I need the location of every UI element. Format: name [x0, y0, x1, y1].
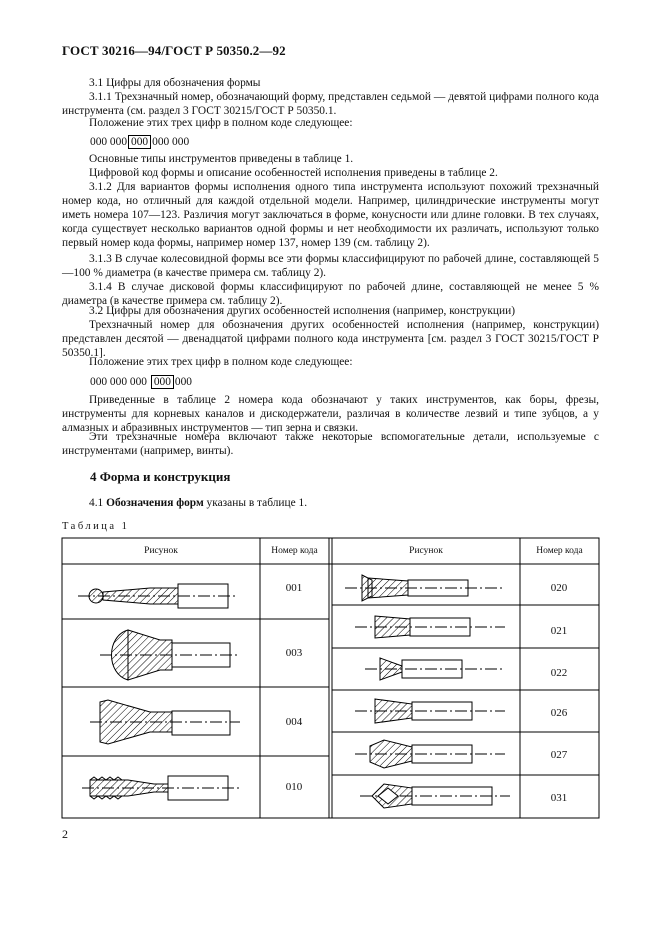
- highlighted-code-digits-2: 000: [151, 375, 174, 389]
- table-header-code-left: Номер кода: [271, 546, 318, 556]
- paragraph-3-2: Трехзначный номер для обозначения других особенностей исполнения (например, конструкции) представлен десятой — двенадцатой цифрами полного кода инструмента [см. раздел 3 ГОСТ 30215/ГОСТ Р 50350.1].: [62, 319, 599, 359]
- tool-shape-022: [365, 658, 505, 680]
- table-header-picture-right: Рисунок: [409, 546, 443, 556]
- code-cell: 003: [285, 647, 303, 659]
- paragraph-3-1-2: 3.1.2 Для вариантов формы исполнения одного типа инструмента используют похожий трехзначный номер кода, но отличный для каждой отдельной модели. Например, цилиндрические инструменты могут иметь номера 107—123. Различия могут заключаться в форме, конусности или длине головки. В тех случаях, когда существует несколько вариантов одной формы и нет необходимости их различать, используют только первый номер кода формы, например номер 137, номер 139 (см. таблицу 2).: [62, 181, 599, 249]
- paragraph-3-1-3: 3.1.3 В случае колесовидной формы все эти формы классифицируют по рабочей длине, составляющей 5—100 % диаметра (в качестве примера см. таблицу 2).: [62, 253, 599, 279]
- tool-shape-001: [78, 584, 238, 608]
- code-cell: 010: [285, 781, 303, 793]
- paragraph-auxiliary: Эти трехзначные номера включают также некоторые вспомогательные детали, используемые с инструментами (например, винты).: [62, 431, 599, 457]
- tool-shape-020: [345, 575, 505, 601]
- code-pattern-design: 000 000 000 000 000: [90, 376, 192, 388]
- paragraph-table2-codes: Приведенные в таблице 2 номера кода обозначают у таких инструментов, как боры, фрезы, инструменты для корневых каналов и дискодержатели, различая в количестве лезвий и типе зубцов, а у алмазных и абразивных инструментов — тип зерна и связки.: [62, 394, 599, 434]
- paragraph-code-description: Цифровой код формы и описание особенностей исполнения приведены в таблице 2.: [89, 167, 498, 179]
- document-header: ГОСТ 30216—94/ГОСТ Р 50350.2—92: [62, 43, 286, 58]
- code-cell: 020: [550, 582, 568, 594]
- subsection-3-2-title: 3.2 Цифры для обозначения других особенностей исполнения (например, конструкции): [89, 305, 515, 317]
- code-cell: 027: [550, 749, 568, 761]
- code-cell: 031: [550, 792, 568, 804]
- code-cell: 026: [550, 707, 568, 719]
- page-number: 2: [62, 827, 68, 841]
- tool-shape-026: [355, 699, 505, 723]
- tool-shape-004: [90, 700, 240, 744]
- table-header-code-right: Номер кода: [536, 546, 583, 556]
- table-header-picture-left: Рисунок: [144, 546, 178, 556]
- table-frame: [62, 538, 599, 818]
- paragraph-3-1-4: 3.1.4 В случае дисковой формы классифицируют по рабочей длине, составляющей не менее 5 % диаметра (в качестве примера см. таблицу 2).: [62, 281, 599, 307]
- highlighted-code-digits: 000: [128, 135, 151, 149]
- tool-shape-003: [100, 630, 240, 680]
- section-4-title: 4 Форма и конструкция: [90, 469, 231, 484]
- paragraph-position-intro-2: Положение этих трех цифр в полном коде следующее:: [89, 356, 353, 368]
- code-cell: 022: [550, 667, 568, 679]
- tool-shape-031: [360, 784, 510, 808]
- tool-shape-021: [355, 616, 505, 638]
- subsection-3-1-title: 3.1 Цифры для обозначения формы: [89, 77, 261, 89]
- tool-shape-027: [355, 740, 505, 768]
- table-caption: Таблица 1: [62, 521, 130, 532]
- paragraph-main-types: Основные типы инструментов приведены в таблице 1.: [89, 153, 354, 165]
- code-cell: 001: [285, 582, 303, 594]
- code-pattern-form: 000 000 000 000 000: [90, 136, 190, 148]
- paragraph-position-intro: Положение этих трех цифр в полном коде следующее:: [89, 117, 353, 129]
- tool-shape-010: [82, 776, 242, 800]
- paragraph-4-1: 4.1 Обозначения форм указаны в таблице 1.: [89, 497, 308, 509]
- code-cell: 004: [285, 716, 303, 728]
- paragraph-3-1-1: 3.1.1 Трехзначный номер, обозначающий форму, представлен седьмой — девятой цифрами полного кода инструмента (см. раздел 3 ГОСТ 30215/ГОСТ Р 50350.1.: [62, 91, 599, 117]
- code-cell: 021: [550, 625, 568, 637]
